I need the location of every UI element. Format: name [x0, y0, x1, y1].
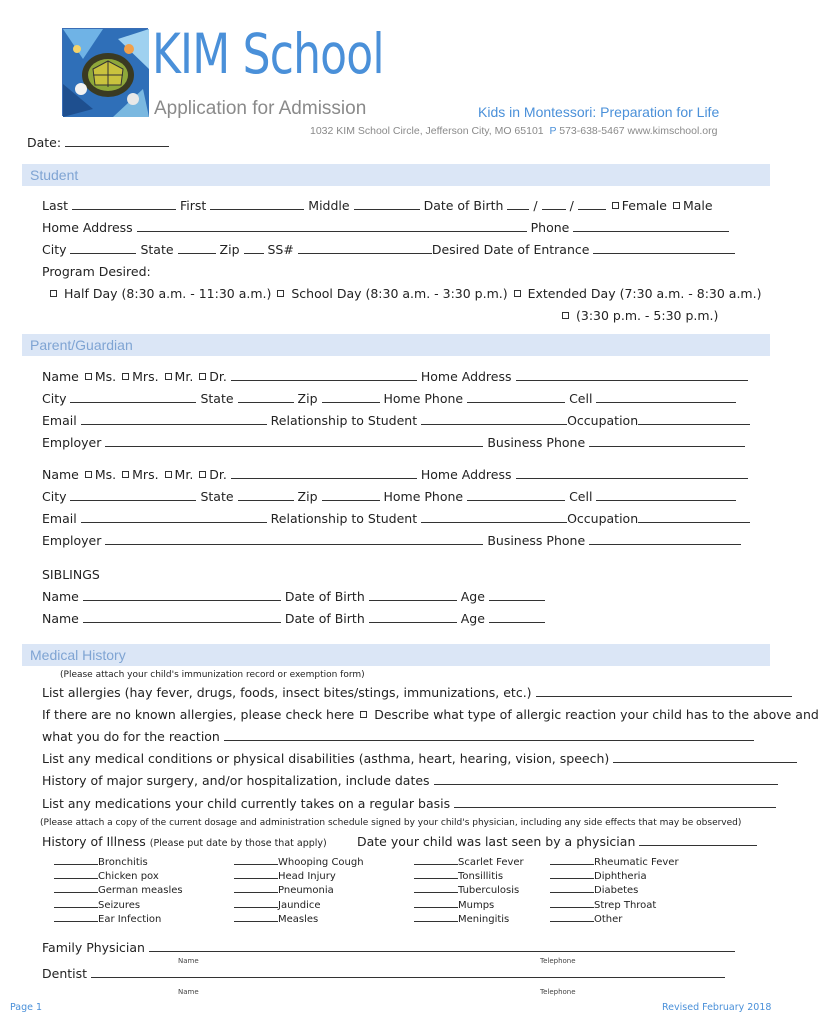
last-seen-field[interactable]: [639, 835, 757, 846]
conditions-label: List any medical conditions or physical disabilities (asthma, heart, hearing, vision, speech): [42, 751, 610, 766]
parent-section-header: [22, 334, 770, 356]
surgery-label: History of major surgery, and/or hospitalization, include dates: [42, 773, 430, 788]
no-allergies-row: [42, 707, 819, 722]
medications-row: [42, 796, 776, 811]
sibling-age-label: Age: [460, 611, 485, 626]
occupation-label: Occupation: [567, 511, 639, 526]
illness-date-field[interactable]: [234, 898, 278, 908]
illness-item: [54, 912, 161, 925]
illness-item: [550, 912, 622, 925]
parent2-business-phone-field[interactable]: [589, 534, 741, 545]
last-seen-row: [357, 834, 757, 849]
school-logo: [62, 28, 148, 116]
illness-label: German measles: [98, 885, 183, 897]
city-label: City: [42, 489, 67, 504]
illness-label: Diabetes: [594, 885, 639, 897]
allergies-label: List allergies (hay fever, drugs, foods, insect bites/stings, immunizations, etc.): [42, 685, 532, 700]
female-label: Female: [621, 198, 667, 213]
illness-label: Diphtheria: [594, 871, 647, 883]
what-you-do-label: what you do for the reaction: [42, 729, 220, 744]
parent1-email-row: [42, 413, 750, 428]
female-checkbox[interactable]: [612, 202, 619, 209]
illness-label: Meningitis: [458, 913, 510, 925]
illness-date-field[interactable]: [234, 912, 278, 922]
illness-label: Seizures: [98, 899, 141, 911]
mrs-label: Mrs.: [132, 467, 159, 482]
sibling2-age-field[interactable]: [489, 612, 545, 623]
illness-label: Tonsillitis: [458, 871, 504, 883]
illness-label: Ear Infection: [98, 913, 162, 925]
illness-label: Bronchitis: [98, 857, 148, 868]
school-address: 1032 KIM School Circle, Jefferson City, MO 65101: [310, 125, 544, 137]
dentist-label: Dentist: [42, 966, 88, 981]
sibling-age-label: Age: [460, 589, 485, 604]
illness-date-field[interactable]: [54, 855, 98, 865]
phone-field[interactable]: [573, 221, 729, 232]
illness-item: [234, 855, 364, 868]
first-name-field[interactable]: [210, 199, 304, 210]
name-label: Name: [42, 467, 79, 482]
parent2-name-field[interactable]: [231, 468, 417, 479]
school-tagline: Kids in Montessori: Preparation for Life: [478, 104, 720, 120]
illness-label: Whooping Cough: [278, 857, 364, 868]
sibling1-dob-field[interactable]: [369, 590, 457, 601]
family-physician-field[interactable]: [149, 941, 735, 952]
zip-label: Zip: [297, 489, 318, 504]
student-section-title: Student: [30, 167, 79, 183]
male-checkbox[interactable]: [673, 202, 680, 209]
medications-field[interactable]: [454, 797, 776, 808]
conditions-field[interactable]: [613, 752, 797, 763]
revision-date: Revised February 2018: [662, 1002, 772, 1013]
program-desired-label: Program Desired:: [42, 264, 151, 279]
ssn-field[interactable]: [298, 243, 432, 254]
ms-checkbox[interactable]: [85, 471, 92, 478]
illness-date-field[interactable]: [414, 912, 458, 922]
illness-date-field[interactable]: [54, 883, 98, 893]
half-day-checkbox[interactable]: [50, 290, 57, 297]
parent2-zip-field[interactable]: [322, 490, 380, 501]
occupation-label: Occupation: [567, 413, 639, 428]
reaction-row: [42, 729, 754, 744]
parent1-occupation-field[interactable]: [638, 414, 750, 425]
state-label: State: [200, 489, 234, 504]
dr-label: Dr.: [209, 467, 227, 482]
parent2-relationship-field[interactable]: [421, 512, 567, 523]
illness-item: [54, 883, 183, 896]
illness-item: [414, 869, 503, 882]
illness-label: Measles: [278, 913, 319, 925]
parent1-employer-row: [42, 435, 745, 450]
program-options-row: [48, 286, 761, 301]
date-field[interactable]: [65, 136, 169, 147]
conditions-row: [42, 751, 797, 766]
illness-label: Tuberculosis: [458, 885, 520, 897]
last-name-field[interactable]: [72, 199, 176, 210]
phone-prefix: P: [549, 125, 557, 137]
dr-label: Dr.: [209, 369, 227, 384]
dob-year-field[interactable]: [578, 199, 606, 210]
student-name-row: Last First Middle Date of Birth / / Female Male: [42, 198, 713, 213]
date-row: [27, 135, 169, 150]
surgery-row: [42, 773, 778, 788]
cell-label: Cell: [569, 489, 593, 504]
school-name: KIM School: [152, 22, 384, 86]
sibling-name-label: Name: [42, 611, 79, 626]
mr-label: Mr.: [174, 467, 194, 482]
parent1-email-field[interactable]: [81, 414, 267, 425]
relationship-label: Relationship to Student: [270, 413, 418, 428]
school-day-label: School Day (8:30 a.m. - 3:30 p.m.): [291, 286, 508, 301]
medical-section-title: Medical History: [30, 647, 126, 663]
illness-date-field[interactable]: [414, 869, 458, 879]
parent1-zip-field[interactable]: [322, 392, 380, 403]
home-phone-label: Home Phone: [383, 489, 464, 504]
city-label: City: [42, 391, 67, 406]
desired-date-label: Desired Date of Entrance: [431, 242, 590, 257]
relationship-label: Relationship to Student: [270, 511, 418, 526]
sibling1-name-field[interactable]: [83, 590, 281, 601]
home-address-label: Home Address: [420, 369, 512, 384]
zip-label: Zip: [297, 391, 318, 406]
business-phone-label: Business Phone: [487, 435, 586, 450]
home-phone-label: Home Phone: [383, 391, 464, 406]
family-physician-row: [42, 940, 735, 955]
middle-name-field[interactable]: [354, 199, 420, 210]
parent1-city-row: [42, 391, 736, 406]
parent1-business-phone-field[interactable]: [589, 436, 745, 447]
no-allergies-label: If there are no known allergies, please check here: [42, 707, 355, 722]
sibling1-row: [42, 589, 545, 604]
zip-label: Zip: [219, 242, 240, 257]
illness-item: [414, 912, 509, 925]
illness-date-field[interactable]: [550, 898, 594, 908]
illness-date-field[interactable]: [550, 912, 594, 922]
physician-telephone-sublabel: Telephone: [540, 957, 576, 965]
illness-item: [234, 883, 334, 896]
state-label: State: [140, 242, 174, 257]
mr-checkbox[interactable]: [165, 471, 172, 478]
illness-item: [54, 898, 140, 911]
desired-date-field[interactable]: [593, 243, 735, 254]
illness-label: Jaundice: [278, 899, 321, 911]
parent2-employer-field[interactable]: [105, 534, 483, 545]
state-label: State: [200, 391, 234, 406]
parent1-cell-field[interactable]: [596, 392, 736, 403]
illness-item: [54, 869, 159, 882]
ssn-label: SS#: [267, 242, 294, 257]
half-day-label: Half Day (8:30 a.m. - 11:30 a.m.): [63, 286, 272, 301]
zip-field[interactable]: [244, 243, 264, 254]
describe-reaction-label: Describe what type of allergic reaction your child has to the above and: [374, 707, 819, 722]
illness-label: Chicken pox: [98, 871, 159, 883]
parent2-employer-row: [42, 533, 741, 548]
name-label: Name: [42, 369, 79, 384]
sibling2-row: [42, 611, 545, 626]
school-day-checkbox[interactable]: [277, 290, 284, 297]
school-contact: [310, 125, 717, 137]
parent2-cell-field[interactable]: [596, 490, 736, 501]
home-address-label: Home Address: [420, 467, 512, 482]
illness-item: [234, 912, 318, 925]
phone-label: Phone: [530, 220, 570, 235]
dob-month-field[interactable]: [507, 199, 529, 210]
sibling-name-label: Name: [42, 589, 79, 604]
illness-item: [234, 869, 336, 882]
illness-heading: History of Illness: [42, 834, 146, 849]
illness-date-field[interactable]: [414, 883, 458, 893]
mrs-label: Mrs.: [132, 369, 159, 384]
mrs-checkbox[interactable]: [122, 471, 129, 478]
parent2-city-row: [42, 489, 736, 504]
illness-date-field[interactable]: [414, 898, 458, 908]
mr-label: Mr.: [174, 369, 194, 384]
illness-date-field[interactable]: [234, 869, 278, 879]
illness-label: Mumps: [458, 899, 495, 911]
illness-label: Head Injury: [278, 871, 336, 883]
student-city-row: [42, 242, 735, 257]
extended-pm-label: (3:30 p.m. - 5:30 p.m.): [575, 308, 719, 323]
illness-heading-row: [42, 834, 327, 849]
illness-item: [234, 898, 321, 911]
reaction-field[interactable]: [224, 730, 754, 741]
illness-label: Other: [594, 913, 623, 925]
extended-day-label: Extended Day (7:30 a.m. - 8:30 a.m.): [527, 286, 762, 301]
extended-day-checkbox[interactable]: [514, 290, 521, 297]
parent2-city-field[interactable]: [70, 490, 196, 501]
dentist-name-sublabel: Name: [178, 988, 199, 996]
illness-label: Scarlet Fever: [458, 857, 524, 868]
illness-item: [550, 883, 638, 896]
home-address-field[interactable]: [137, 221, 527, 232]
dentist-telephone-sublabel: Telephone: [540, 988, 576, 996]
middle-label: Middle: [308, 198, 350, 213]
no-allergies-checkbox[interactable]: [360, 711, 367, 718]
first-label: First: [180, 198, 207, 213]
dob-label: Date of Birth: [423, 198, 504, 213]
extended-pm-checkbox[interactable]: [562, 312, 569, 319]
parent1-name-field[interactable]: [231, 370, 417, 381]
illness-item: [414, 898, 494, 911]
city-label: City: [42, 242, 67, 257]
dr-checkbox[interactable]: [199, 471, 206, 478]
illness-date-field[interactable]: [234, 855, 278, 865]
allergies-row: [42, 685, 792, 700]
parent2-home-phone-field[interactable]: [467, 490, 565, 501]
illness-date-field[interactable]: [54, 898, 98, 908]
city-field[interactable]: [70, 243, 136, 254]
parent2-email-row: [42, 511, 750, 526]
parent1-home-phone-field[interactable]: [467, 392, 565, 403]
parent1-state-field[interactable]: [238, 392, 294, 403]
email-label: Email: [42, 413, 77, 428]
illness-item: [550, 898, 656, 911]
state-field[interactable]: [178, 243, 216, 254]
ms-label: Ms.: [94, 369, 117, 384]
illness-label: Strep Throat: [594, 899, 657, 911]
ms-label: Ms.: [94, 467, 117, 482]
mrs-checkbox[interactable]: [122, 373, 129, 380]
illness-item: [414, 855, 524, 868]
sibling-dob-label: Date of Birth: [284, 611, 365, 626]
email-label: Email: [42, 511, 77, 526]
employer-label: Employer: [42, 435, 102, 450]
medications-label: List any medications your child currently takes on a regular basis: [42, 796, 451, 811]
parent1-address-field[interactable]: [516, 370, 748, 381]
sibling2-dob-field[interactable]: [369, 612, 457, 623]
illness-note: (Please put date by those that apply): [149, 838, 327, 849]
student-section-header: [22, 164, 770, 186]
school-website: www.kimschool.org: [627, 125, 718, 137]
last-label: Last: [42, 198, 69, 213]
allergies-field[interactable]: [536, 686, 792, 697]
employer-label: Employer: [42, 533, 102, 548]
sibling1-age-field[interactable]: [489, 590, 545, 601]
parent2-state-field[interactable]: [238, 490, 294, 501]
siblings-heading: SIBLINGS: [42, 567, 100, 582]
illness-label: Rheumatic Fever: [594, 857, 679, 868]
male-label: Male: [682, 198, 713, 213]
date-label: Date:: [27, 135, 62, 150]
family-physician-label: Family Physician: [42, 940, 145, 955]
illness-item: [414, 883, 519, 896]
school-phone: 573-638-5467: [559, 125, 625, 137]
illness-item: [550, 869, 647, 882]
physician-name-sublabel: Name: [178, 957, 199, 965]
parent2-address-field[interactable]: [516, 468, 748, 479]
last-seen-label: Date your child was last seen by a physician: [357, 834, 636, 849]
parent1-city-field[interactable]: [70, 392, 196, 403]
ms-checkbox[interactable]: [85, 373, 92, 380]
dob-day-field[interactable]: [542, 199, 566, 210]
illness-date-field[interactable]: [550, 883, 594, 893]
illness-date-field[interactable]: [550, 869, 594, 879]
parent2-email-field[interactable]: [81, 512, 267, 523]
page-number: Page 1: [10, 1002, 43, 1013]
sibling-dob-label: Date of Birth: [284, 589, 365, 604]
parent1-name-row: [42, 369, 748, 384]
business-phone-label: Business Phone: [487, 533, 586, 548]
cell-label: Cell: [569, 391, 593, 406]
parent1-employer-field[interactable]: [105, 436, 483, 447]
illness-date-field[interactable]: [54, 869, 98, 879]
student-address-row: [42, 220, 729, 235]
illness-date-field[interactable]: [414, 855, 458, 865]
parent2-name-row: [42, 467, 748, 482]
illness-date-field[interactable]: [550, 855, 594, 865]
parent2-occupation-field[interactable]: [638, 512, 750, 523]
dentist-row: [42, 966, 725, 981]
dr-checkbox[interactable]: [199, 373, 206, 380]
medical-section-header: [22, 644, 770, 666]
parent1-relationship-field[interactable]: [421, 414, 567, 425]
sibling2-name-field[interactable]: [83, 612, 281, 623]
dosage-note: (Please attach a copy of the current dosage and administration schedule signed by your child's physician, including any side effects that may be observed): [40, 818, 742, 828]
mr-checkbox[interactable]: [165, 373, 172, 380]
illness-date-field[interactable]: [234, 883, 278, 893]
illness-item: [550, 855, 679, 868]
surgery-field[interactable]: [434, 774, 778, 785]
immunization-note: (Please attach your child's immunization record or exemption form): [60, 670, 365, 680]
extended-pm-row: [560, 308, 718, 323]
home-address-label: Home Address: [42, 220, 133, 235]
illness-item: [54, 855, 148, 868]
illness-date-field[interactable]: [54, 912, 98, 922]
form-subtitle: Application for Admission: [154, 98, 367, 119]
parent-section-title: Parent/Guardian: [30, 337, 133, 353]
dentist-field[interactable]: [91, 967, 725, 978]
illness-label: Pneumonia: [278, 885, 334, 897]
